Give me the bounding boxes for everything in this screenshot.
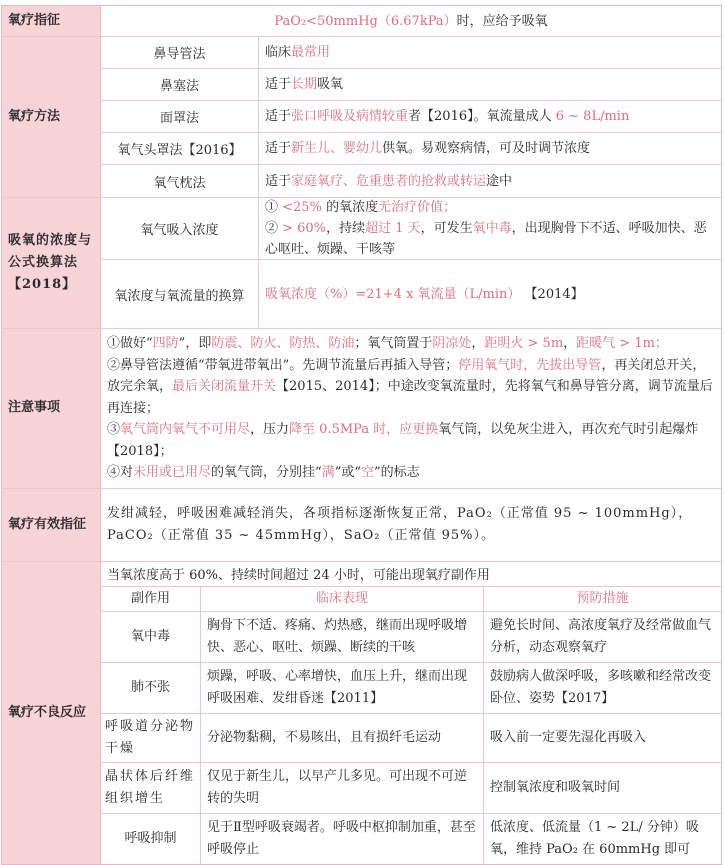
adverse-note: 当氧浓度高于 60%、持续时间超过 24 小时，可能出现氧疗副作用 — [101, 562, 721, 587]
method-row — [101, 133, 721, 165]
header-clinical: 临床表现 — [201, 587, 484, 611]
row-precautions — [2, 329, 721, 489]
oxygen-therapy-table — [1, 5, 722, 865]
adverse-row — [101, 663, 721, 714]
clinical-manifestation: 分泌物黏稠，不易咳出，且有损纤毛运动 — [201, 714, 484, 762]
concentration-name: 氧浓度与氧流量的换算 — [101, 260, 259, 328]
method-name: 面罩法 — [101, 101, 259, 132]
method-row — [101, 69, 721, 101]
method-desc: 适于张口呼吸及病情较重者【2016】。氧流量成人 6 ~ 8L/min — [265, 109, 630, 124]
method-name: 鼻导管法 — [101, 37, 259, 68]
adverse-row — [101, 714, 721, 763]
concentration-desc: ① <25% 的氧浓度无治疗价值； ② > 60%，持续超过 1 天，可发生氧中毒，出现胸骨下不适、呼吸加快、恶心呕吐、烦躁、干咳等 — [265, 200, 707, 257]
precaution-item: ③氧气筒内氧气不可用尽，压力降至 0.5MPa 时，应更换氧气筒，以免灰尘进入，再次充气时引起爆炸【2018】； — [107, 422, 699, 459]
precaution-item: ①做好“四防”，即防震、防火、防热、防油；氧气筒置于阴凉处，距明火 > 5m，距暖气 > 1m； — [107, 336, 668, 351]
methods-list — [101, 37, 721, 197]
method-row — [101, 165, 721, 197]
prevention-measure: 控制氧浓度和吸氧时间 — [490, 779, 621, 795]
row-concentration — [2, 198, 721, 329]
clinical-manifestation: 见于Ⅱ型呼吸衰竭者。呼吸中枢抑制加重，甚至呼吸停止 — [201, 814, 484, 864]
method-desc: 适于长期吸氧 — [265, 77, 344, 92]
method-row — [101, 37, 721, 69]
header-prevention: 预防措施 — [576, 590, 629, 606]
clinical-manifestation: 烦躁，呼吸、心率增快，血压上升，继而出现呼吸困难、发绀昏迷【2011】 — [201, 663, 484, 713]
precaution-item: ④对未用或已用尽的氧气筒，分别挂“满”或“空”的标志 — [107, 465, 420, 480]
prevention-measure: 鼓励病人做深呼吸，多咳嗽和经常改变卧位、姿势【2017】 — [490, 668, 712, 706]
method-desc: 临床最常用 — [265, 45, 331, 60]
side-effect-name: 氧中毒 — [101, 612, 201, 662]
concentration-desc: 吸氧浓度（%）=21+4 x 氧流量（L/min） 【2014】 — [265, 286, 584, 302]
method-name: 鼻塞法 — [101, 69, 259, 100]
adverse-row — [101, 763, 721, 814]
method-row — [101, 101, 721, 133]
adverse-header-row — [101, 587, 721, 612]
precaution-item: ②鼻导管法遵循“带氧进带氧出”。先调节流量后再插入导管；停用氧气时，先拔出导管，再关闭总开关，放完余氧，最后关闭流量开关【2015、2014】；中途改变氧流量时，先将氧气和鼻导管分离，调节流量后再连接； — [107, 357, 713, 416]
row-indication — [2, 6, 721, 37]
side-effect-name: 呼吸抑制 — [101, 814, 201, 864]
label-effective: 氧疗有效指征 — [2, 489, 101, 561]
concentration-row — [101, 198, 721, 260]
clinical-manifestation: 仅见于新生儿，以早产儿多见。可出现不可逆转的失明 — [201, 763, 484, 813]
prevention-measure: 低浓度、低流量（1 ~ 2L/ 分钟）吸氧，维持 PaO₂ 在 60mmHg 即可 — [490, 819, 699, 857]
method-name: 氧气枕法 — [101, 165, 259, 197]
side-effect-name: 晶状体后纤维组织增生 — [101, 763, 201, 813]
prevention-measure: 吸入前一定要先湿化再吸入 — [490, 729, 647, 745]
side-effect-name: 呼吸道分泌物干燥 — [101, 714, 201, 762]
method-name: 氧气头罩法【2016】 — [101, 133, 259, 164]
header-side-effect: 副作用 — [101, 587, 201, 611]
method-desc: 适于家庭氧疗、危重患者的抢救或转运途中 — [265, 173, 513, 189]
side-effect-name: 肺不张 — [101, 663, 201, 713]
row-effective — [2, 489, 721, 562]
effective-text: 发绀减轻，呼吸困难减轻消失，各项指标逐渐恢复正常，PaO₂（正常值 95 ~ 100mmHg），PaCO₂（正常值 35 ~ 45mmHg），SaO₂（正常值 95%）。 — [107, 506, 693, 543]
label-adverse: 氧疗不良反应 — [2, 562, 101, 864]
adverse-row — [101, 814, 721, 864]
indication-text: PaO₂<50mmHg（6.67kPa） 时，应给予吸氧 — [274, 13, 548, 29]
label-precautions: 注意事项 — [2, 329, 101, 488]
precautions-text — [101, 329, 721, 488]
label-concentration: 吸氧的浓度与公式换算法【2018】 — [2, 198, 101, 328]
method-desc: 适于新生儿、婴幼儿供氧。易观察病情，可及时调节浓度 — [265, 141, 591, 156]
row-adverse — [2, 562, 721, 864]
adverse-row — [101, 612, 721, 663]
concentration-list — [101, 198, 721, 328]
label-indication: 氧疗指征 — [2, 6, 101, 36]
concentration-row — [101, 260, 721, 328]
label-methods: 氧疗方法 — [2, 37, 101, 197]
concentration-name: 氧气吸入浓度 — [101, 198, 259, 259]
row-methods — [2, 37, 721, 198]
adverse-rows — [101, 612, 721, 864]
prevention-measure: 避免长时间、高浓度氧疗及经常做血气分析，动态观察氧疗 — [490, 617, 712, 655]
clinical-manifestation: 胸骨下不适、疼痛、灼热感，继而出现呼吸增快、恶心、呕吐、烦躁、断续的干咳 — [201, 612, 484, 662]
